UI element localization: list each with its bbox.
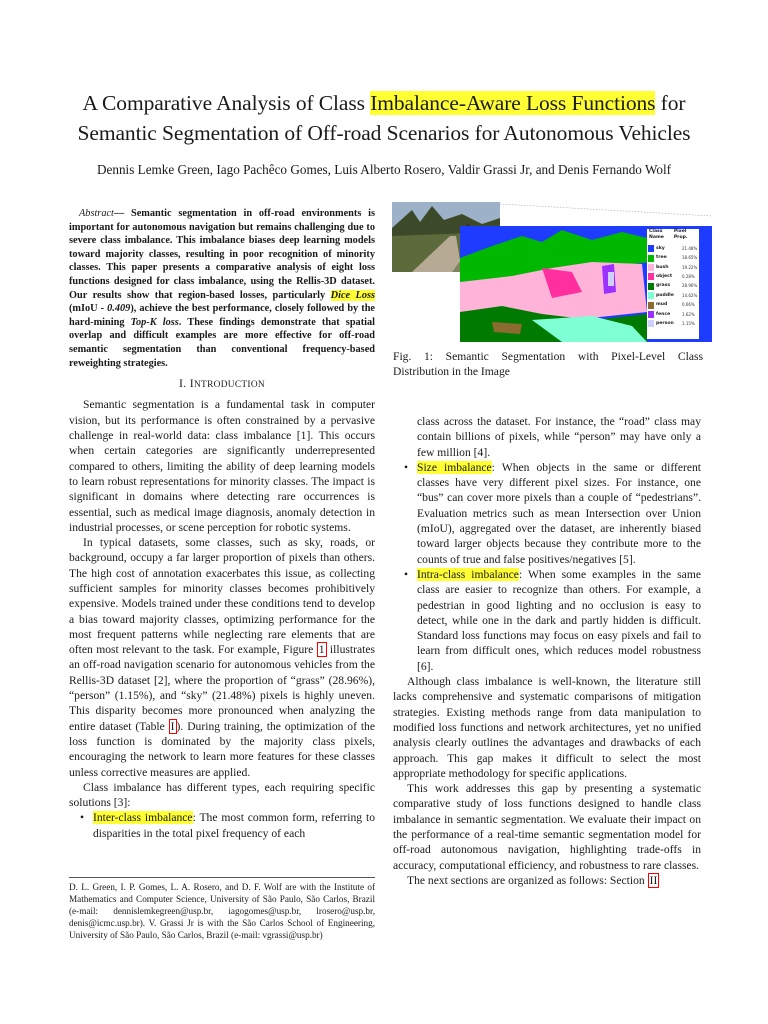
class-legend <box>647 229 699 339</box>
legend-pixel-prop: 0.28% <box>682 274 695 280</box>
table-1-link[interactable]: I <box>170 719 175 733</box>
abstract-label: Abstract <box>79 208 114 219</box>
imbalance-list-continued <box>393 460 701 674</box>
list-item: • Inter-class imbalance: The most common form, referring to disparities in the total pixel frequency of each <box>69 810 375 841</box>
legend-row-sky <box>647 244 699 253</box>
legend-row-person <box>647 319 699 328</box>
right-paragraph-1: Although class imbalance is well-known, the literature still lacks comprehensive and systematic comparisons of mitigation strategies. Existing methods range from data manipulation to modified loss functions and network architectures, yet no unified analysis clearly outlines the advantages and drawbacks of each approach. This gap makes it difficult to select the most appropriate methodology for specific applications. <box>393 675 701 780</box>
abstract-miou: 0.409 <box>107 303 131 315</box>
abstract-text-3: ), achieve the best performance, closely followed by the hard-mining <box>69 303 375 328</box>
legend-class-name: grass <box>656 283 671 289</box>
inter-class-label: Inter-class imbalance <box>93 811 193 825</box>
right-paragraph-0: class across the dataset. For instance, the “road” class may contain billions of pixels, while “person” may have only a few million [4]. <box>417 415 701 459</box>
intra-class-label: Intra-class imbalance <box>417 567 519 581</box>
legend-pixel-prop: 18.65% <box>682 255 698 261</box>
left-column <box>69 207 375 841</box>
authors: Dennis Lemke Green, Iago Pachêco Gomes, Luis Alberto Rosero, Valdir Grassi Jr, and Denis Fernando Wolf <box>96 162 671 177</box>
legend-row-fence <box>647 310 699 319</box>
list-item: • Intra-class imbalance: When some examples in the same class are easier to recognize than others. For example, a pedestrian in good lighting and no occlusion is easy to detect, while one in the dark and partly hidden is difficult. Standard loss functions may focus on easy pixels and fail to learn from difficult ones, which reduces model robustness [6]. <box>393 567 701 674</box>
legend-row-mud <box>647 300 699 309</box>
legend-pixel-prop: 28.96% <box>682 283 698 289</box>
paper-title <box>40 88 728 148</box>
abstract <box>69 207 375 370</box>
imbalance-list <box>69 810 375 841</box>
right-column <box>393 414 701 888</box>
legend-pixel-prop: 14.62% <box>682 292 698 298</box>
abstract-topk: Top-K loss <box>130 316 179 328</box>
abstract-text-4: . These findings demonstrate that spatial overlap and difficult examples are more effective for off-road semantic segmentation than conventional frequency-based reweighting strategies. <box>69 316 375 369</box>
legend-row-puddle <box>647 291 699 300</box>
dice-loss-highlight: Dice Loss <box>330 289 375 301</box>
legend-pixel-prop: 19.22% <box>682 264 698 270</box>
list-item: • Size imbalance: When objects in the same or different classes have very different pixel sizes. For instance, one “bus” can cover more pixels than a couple of “pedestrians”. Evaluation metrics such as mean Intersection over Union (mIoU), aggregated over the dataset, are inherently biased toward larger objects because they contribute more to the counts of true and false positives/negatives [5]. <box>393 460 701 567</box>
intro-paragraph-3: Class imbalance has different types, each requiring specific solutions [3]: <box>69 780 375 810</box>
legend-class-name: mud <box>656 302 668 308</box>
abstract-text-2: (mIoU - <box>69 303 108 315</box>
legend-pixel-prop: 21.48% <box>682 245 698 251</box>
section-2-link[interactable]: II <box>649 873 658 887</box>
legend-pixel-prop: 0.66% <box>682 302 695 308</box>
title-line1: A Comparative Analysis of Class <box>82 91 371 115</box>
footnote: D. L. Green, I. P. Gomes, L. A. Rosero, and D. F. Wolf are with the Institute of Mathematics and Computer Science, University of São Paulo, São Carlos, Brazil (e-mail: dennislemkegreen@usp.br, iagogomes@usp.br, lrosero@usp.br, denis@icmc.usp.br). V. Grassi Jr is with the São Carlos School of Engineering, University of São Paulo, São Carlos, Brazil (e-mail: vgrassi@usp.br) <box>69 877 375 941</box>
legend-pixel-prop: 1.62% <box>682 311 695 317</box>
figure-caption: Fig. 1: Semantic Segmentation with Pixel-Level Class Distribution in the Image <box>393 350 703 378</box>
legend-class-name: person <box>656 321 674 327</box>
legend-class-name: sky <box>656 245 665 251</box>
legend-class-name: object <box>656 274 673 280</box>
legend-row-bush <box>647 263 699 272</box>
section-heading-introduction: I. INTRODUCTION <box>179 376 265 391</box>
legend-row-grass <box>647 282 699 291</box>
right-paragraph-2: This work addresses this gap by presenting a systematic comparative study of loss functions designed to handle class imbalance in semantic segmentation. We evaluate their impact on the performance of a real-time semantic segmentation model for off-road autonomous navigation, highlighting trade-offs in accuracy, computational efficiency, and robustness to rare classes. <box>393 782 701 872</box>
legend-header-pixel: Pixel Prop. <box>673 229 688 240</box>
legend-class-name: tree <box>656 255 667 261</box>
legend-row-tree <box>647 253 699 262</box>
legend-class-name: puddle <box>656 292 674 298</box>
legend-class-name: fence <box>656 311 671 317</box>
title-line2: Semantic Segmentation of Off-road Scenarios for Autonomous Vehicles <box>77 121 691 145</box>
intro-paragraph-2: In typical datasets, some classes, such as sky, roads, or background, occupy a far larger proportion of pixels than others. The high cost of annotation exacerbates this issue, as collecting sufficient samples for minority classes becomes prohibitively expensive. Models trained under these conditions tend to develop a bias toward majority classes, optimizing performance for the most frequent patterns while neglecting rare elements that are often most relevant to the task. For example, Figure 1 illustrates an off-road navigation scenario for autonomous vehicles from the Rellis-3D dataset [2], where the proportion of “grass” (28.96%), “person” (1.15%), and “sky” (21.48%) pixels is highly uneven. This disparity becomes more pronounced when analyzing the entire dataset (Table I ). During training, the optimization of the loss function is dominated by the majority class pixels, encouraging the network to learn more features for these classes unless corrective measures are applied. <box>69 536 375 779</box>
size-imbalance-label: Size imbalance <box>417 460 492 474</box>
intro-paragraph-1: Semantic segmentation is a fundamental task in computer vision, but its performance is often constrained by a pervasive challenge in real-world data: class imbalance [1]. This occurs when certain categories are significantly underrepresented compared to others, limiting the ability of deep learning models to learn robust representations for minority classes. The impact is significant in domains where detecting rare occurrences is essential, such as medical image diagnosis, anomaly detection in industrial processes, or scene perception for robotic systems. <box>69 398 375 534</box>
figure-1-link[interactable]: 1 <box>318 643 325 657</box>
legend-pixel-prop: 1.15% <box>682 321 695 327</box>
legend-class-name: bush <box>656 264 669 270</box>
legend-row-object <box>647 272 699 281</box>
title-line1-end: for <box>655 91 686 115</box>
abstract-text-1: — Semantic segmentation in off-road environments is important for autonomous navigation but remains challenging due to severe class imbalance. This imbalance biases deep learning models toward majority classes, resulting in poor recognition of minority classes. This paper presents a comparative analysis of eight loss functions designed for class imbalance, using the Rellis-3D dataset. Our results show that region-based losses, particularly <box>69 208 375 301</box>
right-paragraph-3: The next sections are organized as follows: Section II <box>407 873 658 887</box>
title-highlight: Imbalance-Aware Loss Functions <box>370 91 656 115</box>
legend-header-class: Class Name <box>649 229 664 240</box>
